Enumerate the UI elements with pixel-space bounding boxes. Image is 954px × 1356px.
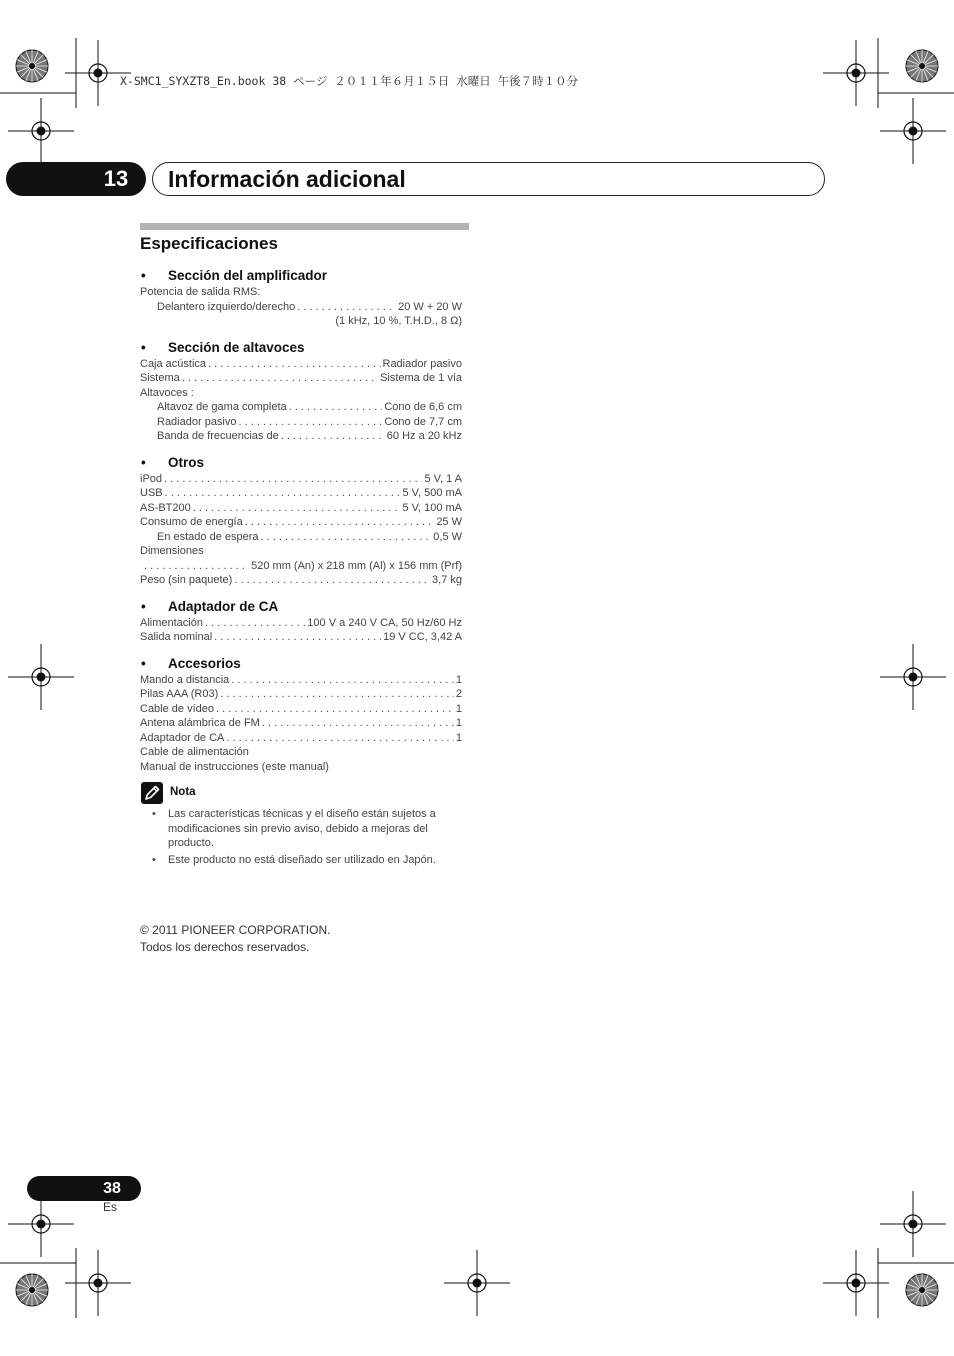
page-language: Es (103, 1200, 118, 1214)
leader-dots (220, 687, 454, 702)
leader-dots (193, 501, 401, 516)
spec-row (140, 371, 462, 386)
note-pencil-icon (141, 782, 163, 804)
leader-dots (262, 716, 454, 731)
spec-row (140, 415, 462, 430)
leader-dots (182, 371, 378, 386)
copyright-line: © 2011 PIONEER CORPORATION. (140, 923, 331, 937)
spec-label: Pilas AAA (R03) (140, 688, 219, 700)
spec-row (140, 630, 462, 645)
spec-value: Cono de 6,6 cm (384, 401, 462, 413)
copyright-line: Todos los derechos reservados. (140, 940, 310, 954)
spec-label: Radiador pasivo (157, 415, 237, 428)
spec-row (140, 616, 462, 631)
spec-label: Consumo de energía (140, 516, 243, 528)
spec-value: 1 (455, 717, 462, 729)
spec-row (140, 400, 462, 415)
spec-label: Cable de alimentación (140, 746, 249, 758)
chapter-number: 13 (103, 166, 129, 191)
spec-label: Sistema (140, 372, 180, 384)
registration-cross-icon (880, 98, 946, 164)
spec-label: Antena alámbrica de FM (140, 717, 260, 729)
registration-star-icon (16, 50, 48, 82)
spec-label: Alimentación (140, 616, 203, 629)
section-bar (140, 223, 469, 230)
spec-row (140, 716, 462, 731)
otros-heading: • Otros (140, 453, 462, 472)
registration-star-icon (906, 50, 938, 82)
spec-label: En estado de espera (157, 530, 259, 543)
section-title: Especificaciones (140, 234, 278, 253)
leader-dots (165, 486, 401, 501)
spec-label: Mando a distancia (140, 673, 230, 686)
spec-value: 5 V, 100 mA (402, 501, 462, 514)
spec-value: 1 (455, 702, 462, 715)
spec-row (140, 731, 462, 746)
spec-value: Radiador pasivo (382, 357, 462, 370)
registration-cross-icon (8, 644, 74, 710)
spec-label: Banda de frecuencias de (157, 430, 279, 442)
spec-label: Manual de instrucciones (este manual) (140, 760, 329, 773)
registration-cross-icon (880, 1191, 946, 1257)
leader-dots (226, 731, 453, 746)
leader-dots (208, 357, 380, 372)
leader-dots (231, 673, 454, 688)
spec-row (140, 530, 462, 545)
registration-cross-icon (880, 644, 946, 710)
adaptador-heading: • Adaptador de CA (140, 597, 462, 616)
spec-value: 1 (455, 731, 462, 744)
spec-label: Delantero izquierdo/derecho (157, 300, 296, 313)
spec-row (140, 486, 462, 501)
spec-column (140, 266, 462, 774)
spec-label: USB (140, 487, 163, 499)
leader-dots (205, 616, 305, 631)
note-label: Nota (170, 786, 196, 798)
spec-label: Cable de vídeo (140, 702, 214, 715)
leader-dots (214, 630, 381, 645)
spec-value: 5 V, 1 A (424, 472, 462, 485)
spec-value: Sistema de 1 vía (380, 372, 462, 384)
leader-dots (261, 530, 432, 545)
leader-dots (234, 573, 430, 588)
speakers-heading: • Sección de altavoces (140, 338, 462, 357)
spec-label: Dimensiones (140, 545, 204, 557)
spec-row (140, 472, 462, 487)
spec-value: 1 (455, 673, 462, 686)
spec-value: 19 V CC, 3,42 A (383, 631, 462, 643)
spec-row (140, 357, 462, 372)
accesorios-heading: • Accesorios (140, 654, 462, 673)
spec-label: AS-BT200 (140, 501, 191, 514)
registration-star-icon (16, 1274, 48, 1306)
leader-dots (289, 400, 383, 415)
spec-row (140, 501, 462, 516)
spec-condition: (1 kHz, 10 %, T.H.D., 8 Ω) (335, 315, 462, 327)
spec-value: 2 (455, 688, 462, 700)
spec-row (140, 559, 462, 574)
spec-label: Caja acústica (140, 357, 207, 370)
spec-row (140, 573, 462, 588)
registration-star-icon (906, 1274, 938, 1306)
registration-cross-icon (8, 98, 74, 164)
spec-label: Peso (sin paquete) (140, 574, 233, 586)
spec-value: 25 W (436, 516, 462, 528)
chapter-title: Información adicional (168, 166, 406, 192)
copyright (140, 922, 330, 956)
note-item: • Las características técnicas y el diseño están sujetos a modificaciones sin previo aviso, debido a mejoras del producto. (150, 807, 465, 851)
spec-value: 0,5 W (433, 530, 462, 543)
amplifier-heading: • Sección del amplificador (140, 266, 462, 285)
spec-label: iPod (140, 472, 163, 485)
spec-row (140, 429, 462, 444)
leader-dots (239, 415, 383, 430)
spec-value: 3,7 kg (432, 574, 462, 586)
spec-label: Altavoz de gama completa (157, 401, 287, 413)
spec-row (140, 300, 462, 315)
spec-row (140, 687, 462, 702)
print-header: X-SMC1_SYXZT8_En.book 38 ページ ２０１１年６月１５日 水曜日 午後７時１０分 (120, 74, 579, 88)
registration-cross-icon (65, 1250, 131, 1316)
spec-value: 5 V, 500 mA (402, 487, 462, 499)
spec-value: 60 Hz a 20 kHz (386, 430, 462, 442)
registration-cross-icon (823, 1250, 889, 1316)
spec-row (140, 673, 462, 688)
spec-value: 20 W + 20 W (398, 300, 462, 313)
spec-label: Adaptador de CA (140, 731, 225, 744)
note-list (150, 807, 465, 869)
spec-label: Altavoces : (140, 386, 194, 399)
spec-label: Salida nominal (140, 631, 213, 643)
spec-value: Cono de 7,7 cm (384, 415, 462, 428)
leader-dots (297, 300, 396, 315)
registration-cross-icon (444, 1250, 510, 1316)
leader-dots (144, 559, 249, 574)
spec-row (140, 702, 462, 717)
leader-dots (281, 429, 385, 444)
spec-value: 520 mm (An) x 218 mm (Al) x 156 mm (Prf) (251, 559, 462, 572)
leader-dots (164, 472, 422, 487)
spec-value: 100 V a 240 V CA, 50 Hz/60 Hz (307, 616, 462, 629)
spec-row (140, 515, 462, 530)
registration-cross-icon (823, 40, 889, 106)
leader-dots (245, 515, 435, 530)
leader-dots (216, 702, 454, 717)
page-number: 38 (103, 1180, 121, 1197)
spec-label: Potencia de salida RMS: (140, 286, 261, 298)
note-item: • Este producto no está diseñado ser utilizado en Japón. (150, 853, 465, 868)
